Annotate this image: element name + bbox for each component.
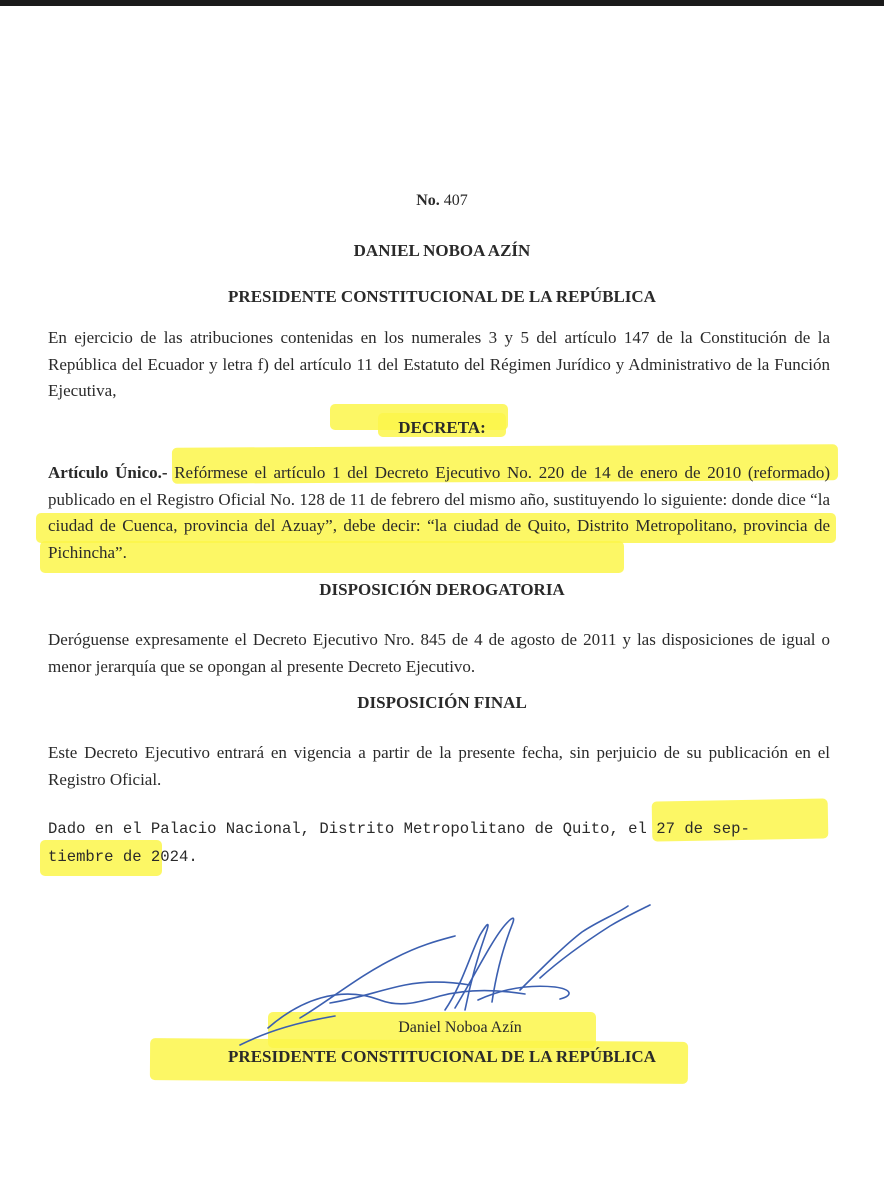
dado-line-1: Dado en el Palacio Nacional, Distrito Metropolitano de Quito, el 27 de sep- (48, 820, 750, 838)
final-heading: DISPOSICIÓN FINAL (357, 693, 527, 712)
dado-line-2: tiembre de 2024. (48, 848, 198, 866)
derogatoria-heading: DISPOSICIÓN DEROGATORIA (319, 580, 565, 599)
decreta-heading: DECRETA: (398, 418, 486, 437)
article-label: Artículo Único.- (48, 463, 168, 482)
final-paragraph: Este Decreto Ejecutivo entrará en vigencia a partir de la presente fecha, sin perjuicio de su publicación en el Registro Oficial. (48, 743, 830, 789)
derogatoria-paragraph: Deróguense expresamente el Decreto Ejecutivo Nro. 845 de 4 de agosto de 2011 y las disposiciones de igual o menor jerarquía que se opongan al presente Decreto Ejecutivo. (48, 630, 830, 676)
signature-name: Daniel Noboa Azín (398, 1019, 522, 1036)
signature-title: PRESIDENTE CONSTITUCIONAL DE LA REPÚBLICA (228, 1047, 656, 1066)
preamble-paragraph: En ejercicio de las atribuciones contenidas en los numerales 3 y 5 del artículo 147 de la Constitución de la República del Ecuador y letra f) del artículo 11 del Estatuto del Régimen Jurídico y Administrativo de la Función Ejecutiva, (48, 328, 830, 400)
decree-number: No. 407 (416, 192, 468, 209)
president-name-heading: DANIEL NOBOA AZÍN (353, 241, 531, 260)
article-text: Refórmese el artículo 1 del Decreto Ejecutivo No. 220 de 14 de enero de 2010 (reformado) publicado en el Registro Oficial No. 128 de 11 de febrero del mismo año, sustituyendo lo siguiente: donde dice “la ciudad de Cuenca, provincia del Azuay”, debe decir: “la ciudad de Quito, Distrito Metropolitano, provincia de Pichincha”. (48, 463, 830, 562)
president-title-heading: PRESIDENTE CONSTITUCIONAL DE LA REPÚBLICA (228, 287, 656, 306)
